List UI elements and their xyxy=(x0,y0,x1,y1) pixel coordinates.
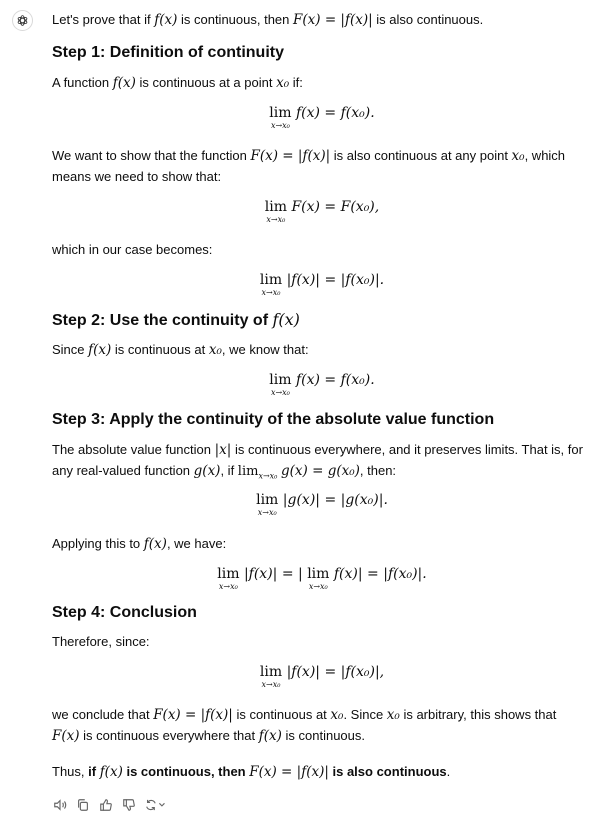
regenerate-icon[interactable] xyxy=(144,797,168,813)
step1-equation-3: lim x→x₀ |f(x)| = |f(x₀)|. xyxy=(259,272,385,297)
step1-equation-2: lim x→x₀ F(x) = F(x₀), xyxy=(264,199,380,224)
step1-paragraph-2: We want to show that the function F(x) = |f(x)| is also continuous at any point x₀, which xyxy=(52,148,566,164)
conclusion-paragraph: Thus, if f(x) is continuous, then F(x) = |f(x)| is also continuous. xyxy=(52,764,451,780)
step3-heading: Step 3: Apply the continuity of the absolute value function xyxy=(52,411,495,428)
thumbs-up-icon[interactable] xyxy=(98,797,114,813)
step2-equation-1: lim x→x₀ f(x) = f(x₀). xyxy=(269,372,375,397)
step4-paragraph-3: F(x) is continuous everywhere that f(x) is continuous. xyxy=(52,728,365,744)
step4-equation-1: lim x→x₀ |f(x)| = |f(x₀)|, xyxy=(259,664,385,689)
step3-paragraph-2: any real-valued function g(x), if $\lim_{x\to x_0} g(x) = g(x_0)$, then: xyxy=(52,463,397,481)
step1-heading: Step 1: Definition of continuity xyxy=(52,44,284,61)
step2-paragraph-1: Since f(x) is continuous at x₀, we know that: xyxy=(52,342,309,358)
assistant-avatar xyxy=(12,10,33,31)
message-actions xyxy=(52,797,168,813)
step1-paragraph-2-line2: means we need to show that: xyxy=(52,169,222,184)
openai-logo-icon xyxy=(16,14,29,27)
step4-paragraph-1: Therefore, since: xyxy=(52,634,150,649)
step4-paragraph-2: we conclude that F(x) = |f(x)| is continuous at x₀. Since x₀ is arbitrary, this shows that xyxy=(52,707,557,723)
read-aloud-icon[interactable] xyxy=(52,797,68,813)
copy-icon[interactable] xyxy=(75,797,91,813)
thumbs-down-icon[interactable] xyxy=(121,797,137,813)
intro-paragraph: Let's prove that if f(x) is continuous, then F(x) = |f(x)| is also continuous. xyxy=(52,12,484,28)
step3-paragraph-3: Applying this to f(x), we have: xyxy=(52,536,227,552)
step4-heading: Step 4: Conclusion xyxy=(52,604,197,621)
step1-paragraph-1: A function f(x) is continuous at a point x₀ if: xyxy=(52,75,303,91)
step2-heading: Step 2: Use the continuity of f(x) xyxy=(52,310,300,329)
step3-paragraph-1: The absolute value function |x| is continuous everywhere, and it preserves limits. That is, for xyxy=(52,442,583,458)
step1-equation-1: lim x→x₀ f(x) = f(x₀). xyxy=(269,105,375,130)
step3-equation-2: lim x→x₀ |f(x)| = | lim x→x₀ f(x)| = |f(x₀)|. xyxy=(217,566,427,591)
step3-equation-1: lim x→x₀ |g(x)| = |g(x₀)|. xyxy=(256,492,388,517)
step1-paragraph-3: which in our case becomes: xyxy=(52,242,213,257)
